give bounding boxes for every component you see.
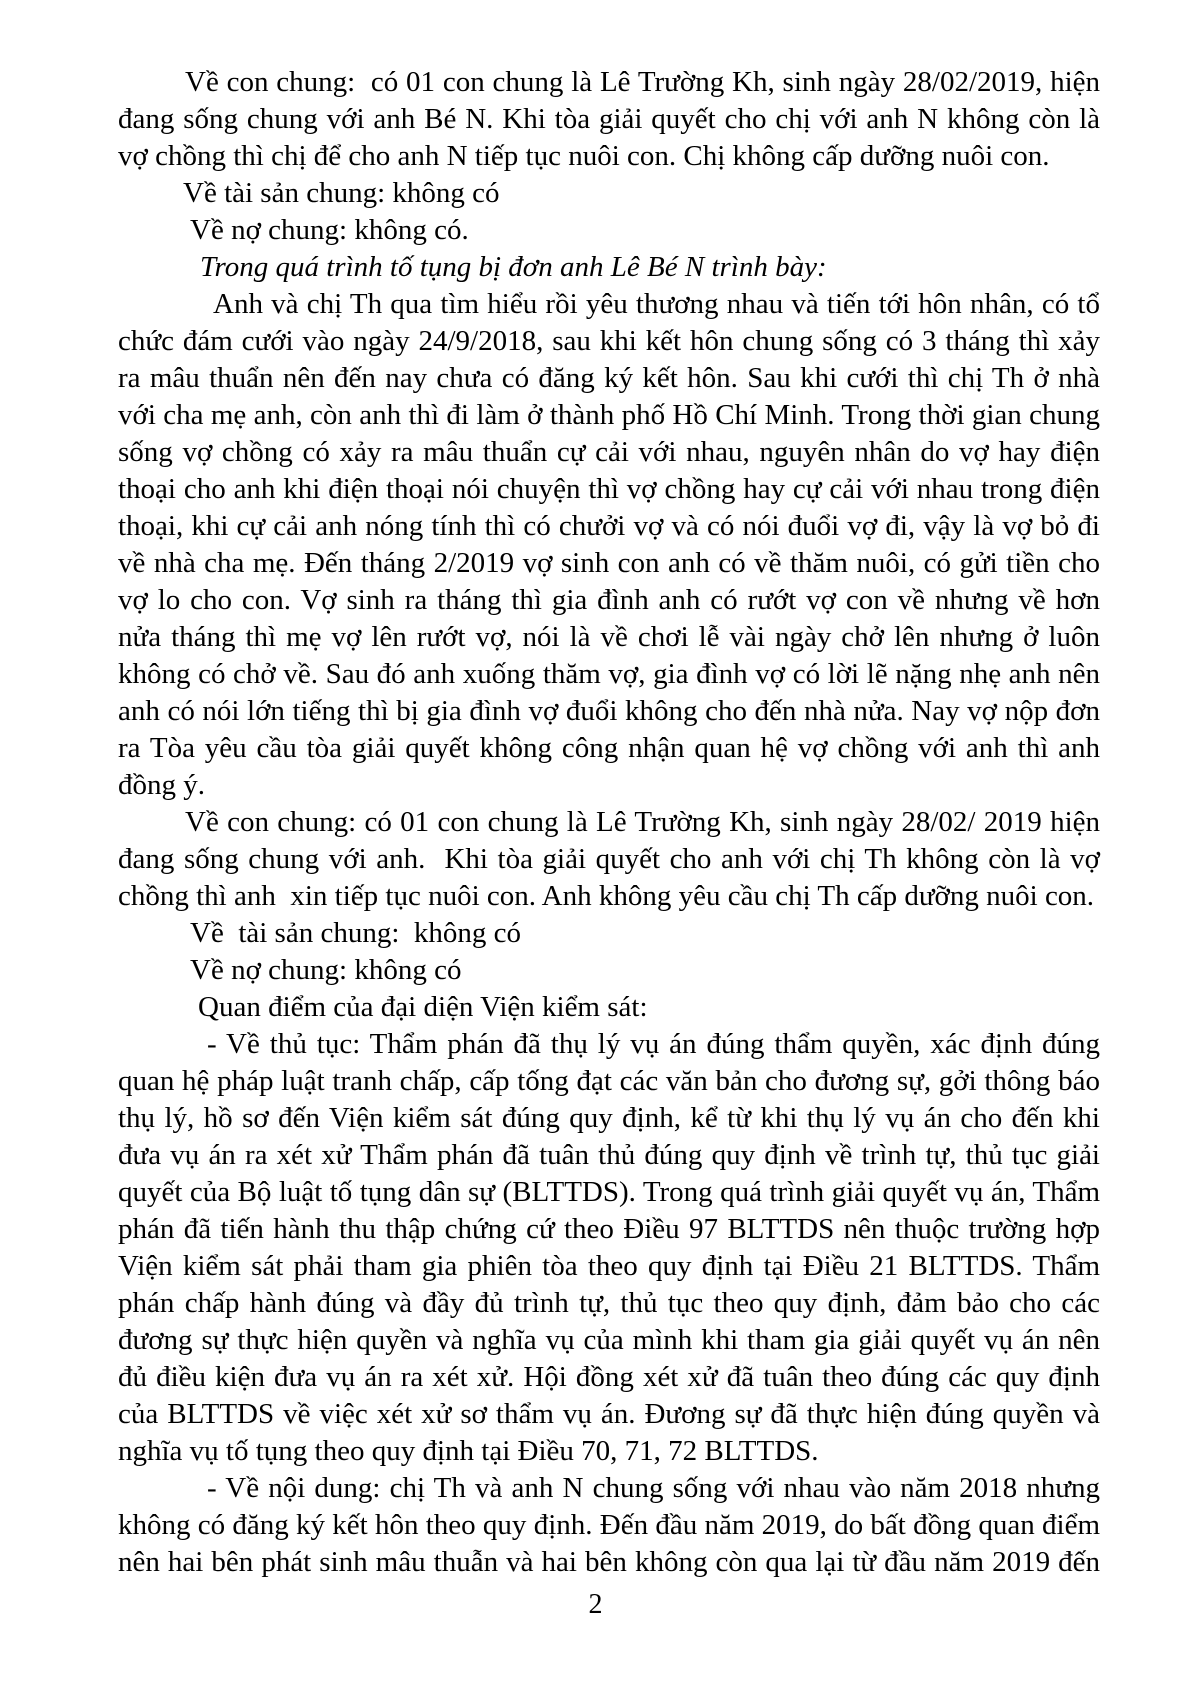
paragraph: Về tài sản chung: không có bbox=[190, 917, 522, 949]
paragraph: Anh và chị Th qua tìm hiểu rồi yêu thương nhau và tiến tới hôn nhân, có tổ chức đám cưới vào ngày 24/9/2018, sau khi kết hôn chung sống có 3 tháng thì xảy ra mâu thuẩn nên đến nay chưa có đăng ký kết hôn. Sau khi cưới thì chị Th ở nhà với cha mẹ anh, còn anh thì đi làm ở thành phố Hồ Chí Minh. Trong thời gian chung sống vợ chồng có xảy ra mâu thuẩn cự cải với nhau, nguyên nhân do vợ hay điện thoại cho anh khi điện thoại nói chuyện thì vợ chồng hay cự cải với nhau trong điện thoại, khi cự cải anh nóng tính thì có chưởi vợ và có nói đuổi vợ đi, vậy là vợ bỏ đi về nhà cha mẹ. Đến tháng 2/2019 vợ sinh con anh có về thăm nuôi, có gửi tiền cho vợ lo cho con. Vợ sinh ra tháng thì gia đình anh có rướt vợ con về nhưng về hơn nửa tháng thì mẹ vợ lên rướt vợ, nói là về chơi lễ vài ngày chở lên nhưng ở luôn không có chở về. Sau đó anh xuống thăm vợ, gia đình vợ có lời lẽ nặng nhẹ anh nên anh có nói lớn tiếng thì bị gia đình vợ đuổi không cho đến nhà nửa. Nay vợ nộp đơn ra Tòa yêu cầu tòa giải quyết không công nhận quan hệ vợ chồng với anh thì anh đồng ý. bbox=[118, 288, 1100, 801]
page-footer bbox=[0, 1588, 1191, 1622]
paragraph: - Về nội dung: chị Th và anh N chung sống với nhau vào năm 2018 nhưng không có đăng ký kết hôn theo quy định. Đến đầu năm 2019, do bất đồng quan điểm nên hai bên phát sinh mâu thuẫn và hai bên không còn qua lại từ đầu năm 2019 đến bbox=[118, 1472, 1100, 1578]
paragraph: - Về thủ tục: Thẩm phán đã thụ lý vụ án đúng thẩm quyền, xác định đúng quan hệ pháp luật tranh chấp, cấp tống đạt các văn bản cho đương sự, gởi thông báo thụ lý, hồ sơ đến Viện kiểm sát đúng quy định, kể từ khi thụ lý vụ án cho đến khi đưa vụ án ra xét xử Thẩm phán đã tuân thủ đúng quy định về trình tự, thủ tục giải quyết của Bộ luật tố tụng dân sự (BLTTDS). Trong quá trình giải quyết vụ án, Thẩm phán đã tiến hành thu thập chứng cứ theo Điều 97 BLTTDS nên thuộc trường hợp Viện kiểm sát phải tham gia phiên tòa theo quy định tại Điều 21 BLTTDS. Thẩm phán chấp hành đúng và đầy đủ trình tự, thủ tục theo quy định, đảm bảo cho các đương sự thực hiện quyền và nghĩa vụ của mình khi tham gia giải quyết vụ án nên đủ điều kiện đưa vụ án ra xét xử. Hội đồng xét xử đã tuân theo đúng các quy định của BLTTDS về việc xét xử sơ thẩm vụ án. Đương sự đã thực hiện đúng quyền và nghĩa vụ tố tụng theo quy định tại Điều 70, 71, 72 BLTTDS. bbox=[118, 1028, 1100, 1467]
paragraph: Trong quá trình tố tụng bị đơn anh Lê Bé N trình bày: bbox=[200, 251, 827, 283]
paragraph: Về con chung: có 01 con chung là Lê Trường Kh, sinh ngày 28/02/2019, hiện đang sống chung với anh Bé N. Khi tòa giải quyết cho chị với anh N không còn là vợ chồng thì chị để cho anh N tiếp tục nuôi con. Chị không cấp dưỡng nuôi con. bbox=[118, 66, 1100, 172]
page-number: 2 bbox=[588, 1589, 603, 1620]
paragraph: Về tài sản chung: không có bbox=[183, 177, 500, 209]
paragraph: Về con chung: có 01 con chung là Lê Trường Kh, sinh ngày 28/02/ 2019 hiện đang sống chung với anh. Khi tòa giải quyết cho anh với chị Th không còn là vợ chồng thì anh xin tiếp tục nuôi con. Anh không yêu cầu chị Th cấp dưỡng nuôi con. bbox=[118, 806, 1100, 912]
paragraph: Quan điểm của đại diện Viện kiểm sát: bbox=[198, 991, 648, 1023]
paragraph: Về nợ chung: không có. bbox=[190, 214, 469, 246]
document-body bbox=[118, 64, 1100, 1581]
paragraph: Về nợ chung: không có bbox=[190, 954, 462, 986]
